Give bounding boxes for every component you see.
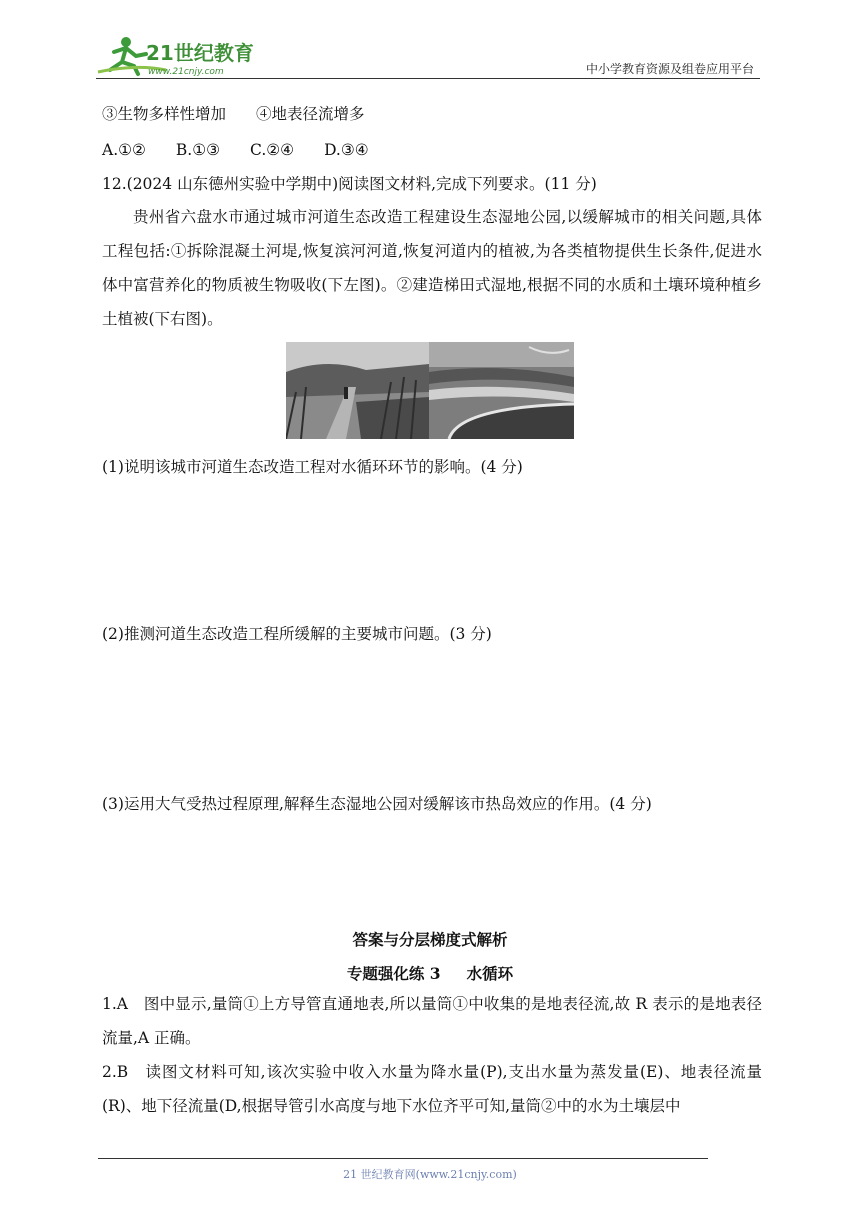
q12-material: 贵州省六盘水市通过城市河道生态改造工程建设生态湿地公园,以缓解城市的相关问题,具体工程包括:①拆除混凝土河堤,恢复滨河河道,恢复河道内的植被,为各类植物提供生长条件,促进水体中富营养化的物质被生物吸收(下左图)。②建造梯田式湿地,根据不同的水质和土壤环境种植乡土植被(下右图)。	[102, 208, 762, 328]
q11-statement-4: ④地表径流增多	[256, 105, 365, 123]
answer-2: 2.B 读图文材料可知,该次实验中收入水量为降水量(P),支出水量为蒸发量(E)、地表径流量(R)、地下径流量(D,根据导管引水高度与地下水位齐平可知,量筒②中的水为土壤层中	[102, 1063, 762, 1115]
footer-divider	[98, 1158, 708, 1159]
q11-options	[102, 140, 369, 160]
answers-title: 答案与分层梯度式解析	[352, 930, 508, 949]
site-logo	[96, 34, 266, 78]
q11-option-c: C.②④	[250, 141, 295, 159]
header-divider	[96, 78, 760, 79]
q11-option-b: B.①③	[175, 141, 221, 159]
answers-subtitle: 专题强化练 3 水循环	[346, 964, 514, 983]
q12-stem: 12.(2024 山东德州实验中学期中)阅读图文材料,完成下列要求。(11 分)	[102, 175, 597, 193]
q12-photos	[286, 342, 574, 439]
q11-option-a: A.①②	[102, 141, 146, 159]
q11-statements	[102, 104, 365, 124]
answer-1: 1.A 图中显示,量筒①上方导管直通地表,所以量筒①中收集的是地表径流,故 R 表示的是地表径流量,A 正确。	[102, 995, 762, 1047]
river-path-photo	[286, 342, 429, 439]
q11-statement-3: ③生物多样性增加	[102, 105, 227, 123]
q12-sub1: (1)说明该城市河道生态改造工程对水循环环节的影响。(4 分)	[102, 458, 523, 476]
q11-option-d: D.③④	[324, 141, 369, 159]
page-header	[96, 34, 760, 80]
svg-text:www.21cnjy.com: www.21cnjy.com	[148, 67, 224, 77]
q12-sub2: (2)推测河道生态改造工程所缓解的主要城市问题。(3 分)	[102, 625, 492, 643]
header-platform-text: 中小学教育资源及组卷应用平台	[585, 62, 754, 76]
q12-sub3: (3)运用大气受热过程原理,解释生态湿地公园对缓解该市热岛效应的作用。(4 分)	[102, 795, 652, 813]
terraced-wetland-photo	[429, 342, 574, 439]
footer-site-link[interactable]: 21 世纪教育网(www.21cnjy.com)	[343, 1168, 517, 1181]
svg-text:21世纪教育: 21世纪教育	[146, 41, 254, 65]
